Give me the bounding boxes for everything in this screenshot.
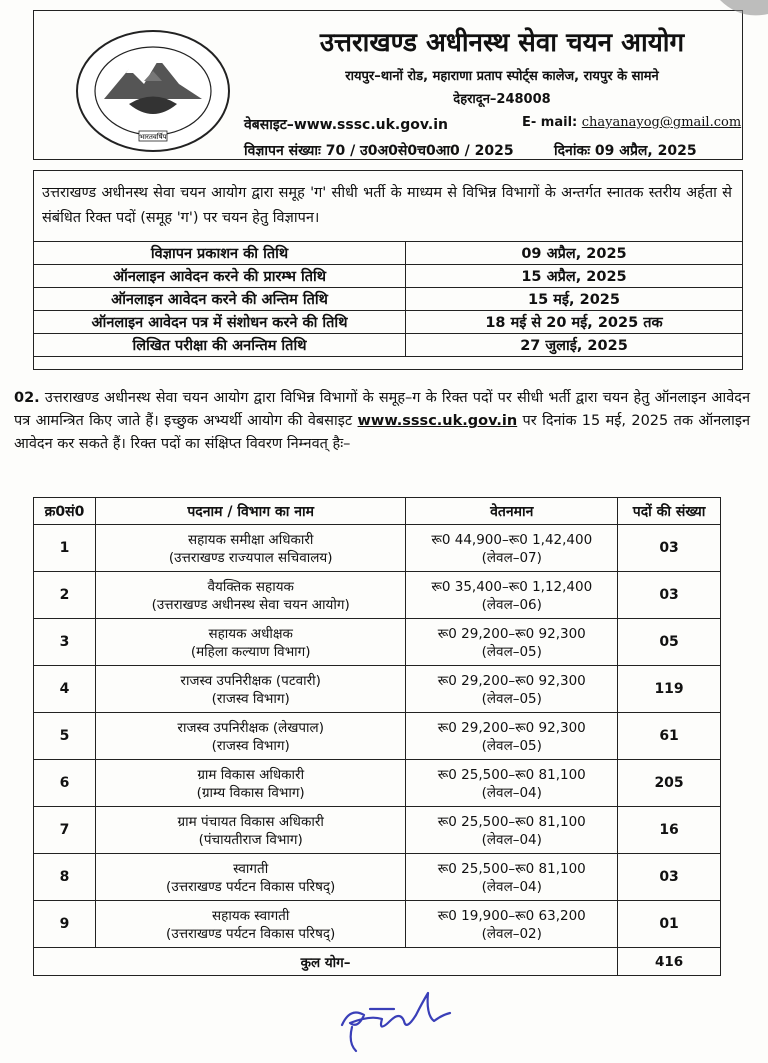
date-row bbox=[34, 334, 743, 357]
department-name: (उत्तराखण्ड राज्यपाल सचिवालय) bbox=[168, 550, 333, 566]
table-row bbox=[34, 619, 721, 666]
post-count: 16 bbox=[659, 822, 679, 838]
pay-level: (लेवल–05) bbox=[481, 738, 542, 754]
cell-post-dept bbox=[95, 854, 405, 901]
cell-serial bbox=[34, 619, 96, 666]
pay-range: रू0 29,200–रू0 92,300 bbox=[437, 673, 586, 689]
pay-range: रू0 44,900–रू0 1,42,400 bbox=[431, 532, 593, 548]
total-value: 416 bbox=[618, 948, 721, 976]
table-row bbox=[34, 760, 721, 807]
pay-range: रू0 19,900–रू0 63,200 bbox=[437, 908, 586, 924]
cell-post-count bbox=[618, 807, 721, 854]
email-link[interactable]: chayanayog@gmail.com bbox=[581, 115, 742, 130]
serial-number: 3 bbox=[59, 634, 70, 650]
date-label: विज्ञापन प्रकाशन की तिथि bbox=[34, 242, 406, 265]
date-row bbox=[34, 288, 743, 311]
pay-level: (लेवल–06) bbox=[481, 597, 542, 613]
intro-box bbox=[33, 170, 743, 370]
post-name: सहायक स्वागती bbox=[212, 908, 290, 924]
table-row bbox=[34, 525, 721, 572]
cell-post-dept bbox=[95, 807, 405, 854]
serial-number: 9 bbox=[59, 916, 70, 932]
post-count: 119 bbox=[654, 681, 684, 697]
paragraph-number: 02. bbox=[14, 390, 40, 406]
cell-post-count bbox=[618, 666, 721, 713]
pay-level: (लेवल–04) bbox=[481, 832, 542, 848]
paragraph-website-link[interactable]: www.sssc.uk.gov.in bbox=[357, 413, 518, 429]
cell-serial bbox=[34, 901, 96, 948]
department-name: (राजस्व विभाग) bbox=[211, 691, 290, 707]
important-dates-table bbox=[33, 241, 743, 357]
pay-range: रू0 29,200–रू0 92,300 bbox=[437, 720, 586, 736]
cell-post-dept bbox=[95, 572, 405, 619]
advertisement-number: विज्ञापन संख्याः 70 / उ0अ0से0च0आ0 / 2025 bbox=[244, 143, 514, 159]
header-serial: क्र0सं0 bbox=[34, 498, 96, 525]
pay-level: (लेवल–07) bbox=[481, 550, 542, 566]
post-name: राजस्व उपनिरीक्षक (पटवारी) bbox=[180, 673, 321, 689]
pay-range: रू0 29,200–रू0 92,300 bbox=[437, 626, 586, 642]
handwritten-signature bbox=[330, 985, 470, 1055]
intro-text: उत्तराखण्ड अधीनस्थ सेवा चयन आयोग द्वारा समूह 'ग' सीधी भर्ती के माध्यम से विभिन्न विभागों के अन्तर्गत स्नातक स्तरीय अर्हता से संबंधित रिक्त पदों (समूह 'ग') पर चयन हेतु विज्ञापन। bbox=[42, 185, 732, 226]
table-header-row bbox=[34, 498, 721, 525]
header-post-count: पदों की संख्या bbox=[618, 498, 721, 525]
date-row bbox=[34, 311, 743, 334]
post-name: सहायक समीक्षा अधिकारी bbox=[187, 532, 314, 548]
date-value: 18 मई से 20 मई, 2025 तक bbox=[406, 311, 743, 334]
paragraph-02 bbox=[14, 387, 750, 456]
cell-serial bbox=[34, 713, 96, 760]
post-name: वैयक्तिक सहायक bbox=[207, 579, 294, 595]
serial-number: 1 bbox=[59, 540, 70, 556]
cell-post-dept bbox=[95, 901, 405, 948]
date-label: ऑनलाइन आवेदन करने की प्रारम्भ तिथि bbox=[34, 265, 406, 288]
cell-post-count bbox=[618, 619, 721, 666]
department-name: (उत्तराखण्ड अधीनस्थ सेवा चयन आयोग) bbox=[151, 597, 350, 613]
logo-caption: भारतवर्षिप bbox=[139, 133, 167, 141]
table-row bbox=[34, 713, 721, 760]
pay-range: रू0 25,500–रू0 81,100 bbox=[437, 814, 586, 830]
website-link[interactable]: www.sssc.uk.gov.in bbox=[293, 117, 448, 133]
cell-post-count bbox=[618, 854, 721, 901]
post-count: 61 bbox=[659, 728, 679, 744]
email-line bbox=[522, 115, 741, 130]
org-city: देहरादून–248008 bbox=[453, 92, 551, 107]
date-value: 09 अप्रैल, 2025 bbox=[406, 242, 743, 265]
date-row bbox=[34, 242, 743, 265]
pay-level: (लेवल–02) bbox=[481, 926, 542, 942]
total-label: कुल योग– bbox=[34, 948, 618, 976]
email-label: E- mail: bbox=[522, 115, 578, 130]
serial-number: 4 bbox=[59, 681, 70, 697]
website-line bbox=[244, 115, 448, 134]
table-row bbox=[34, 807, 721, 854]
department-name: (पंचायतीराज विभाग) bbox=[198, 832, 303, 848]
date-value: 15 अप्रैल, 2025 bbox=[406, 265, 743, 288]
cell-pay-scale bbox=[406, 619, 618, 666]
post-name: सहायक अधीक्षक bbox=[208, 626, 293, 642]
date-value: 15 मई, 2025 bbox=[406, 288, 743, 311]
cell-serial bbox=[34, 525, 96, 572]
cell-pay-scale bbox=[406, 666, 618, 713]
cell-post-dept bbox=[95, 666, 405, 713]
pay-range: रू0 25,500–रू0 81,100 bbox=[437, 861, 586, 877]
cell-serial bbox=[34, 572, 96, 619]
cell-post-count bbox=[618, 760, 721, 807]
pay-level: (लेवल–04) bbox=[481, 785, 542, 801]
website-label: वेबसाइट– bbox=[244, 117, 294, 133]
department-name: (राजस्व विभाग) bbox=[211, 738, 290, 754]
header-post-dept: पदनाम / विभाग का नाम bbox=[95, 498, 405, 525]
post-count: 01 bbox=[659, 916, 679, 932]
total-row bbox=[34, 948, 721, 976]
date-label: ऑनलाइन आवेदन पत्र में संशोधन करने की तिथि bbox=[34, 311, 406, 334]
cell-pay-scale bbox=[406, 760, 618, 807]
cell-pay-scale bbox=[406, 572, 618, 619]
post-count: 03 bbox=[659, 587, 679, 603]
cell-pay-scale bbox=[406, 901, 618, 948]
vacancy-table-body bbox=[34, 525, 721, 948]
cell-pay-scale bbox=[406, 525, 618, 572]
table-row bbox=[34, 901, 721, 948]
date-row bbox=[34, 265, 743, 288]
cell-post-dept bbox=[95, 760, 405, 807]
department-name: (उत्तराखण्ड पर्यटन विकास परिषद्) bbox=[166, 926, 336, 942]
corner-shadow-decoration bbox=[700, 0, 768, 26]
org-name: उत्तराखण्ड अधीनस्थ सेवा चयन आयोग bbox=[319, 28, 685, 58]
cell-serial bbox=[34, 666, 96, 713]
pay-level: (लेवल–05) bbox=[481, 691, 542, 707]
header-box bbox=[33, 10, 743, 160]
cell-pay-scale bbox=[406, 713, 618, 760]
post-count: 03 bbox=[659, 869, 679, 885]
table-row bbox=[34, 666, 721, 713]
vacancy-table bbox=[33, 497, 721, 976]
pay-level: (लेवल–05) bbox=[481, 644, 542, 660]
serial-number: 2 bbox=[59, 587, 70, 603]
serial-number: 8 bbox=[59, 869, 70, 885]
cell-pay-scale bbox=[406, 854, 618, 901]
paragraph-text-after: पर दिनांक 15 मई, 2025 तक ऑनलाइन आवेदन कर सकते हैं। रिक्त पदों का संक्षिप्त विवरण निम्नवत् हैः– bbox=[14, 413, 750, 452]
cell-serial bbox=[34, 807, 96, 854]
cell-post-count bbox=[618, 901, 721, 948]
post-name: ग्राम पंचायत विकास अधिकारी bbox=[177, 814, 324, 830]
cell-post-count bbox=[618, 572, 721, 619]
cell-serial bbox=[34, 760, 96, 807]
cell-pay-scale bbox=[406, 807, 618, 854]
department-name: (महिला कल्याण विभाग) bbox=[190, 644, 311, 660]
cell-post-count bbox=[618, 525, 721, 572]
serial-number: 6 bbox=[59, 775, 70, 791]
post-name: स्वागती bbox=[233, 861, 269, 877]
paragraph-text-before: उत्तराखण्ड अधीनस्थ सेवा चयन आयोग द्वारा विभिन्न विभागों के समूह–ग के रिक्त पदों पर सीधी भर्ती द्वारा चयन हेतु ऑनलाइन आवेदन पत्र आमन्त्रित किए जाते हैं। इच्छुक अभ्यर्थी आयोग की वेबसाइट bbox=[14, 390, 750, 429]
advertisement-date: दिनांकः 09 अप्रैल, 2025 bbox=[554, 143, 697, 159]
post-name: ग्राम विकास अधिकारी bbox=[197, 767, 305, 783]
post-name: राजस्व उपनिरीक्षक (लेखपाल) bbox=[177, 720, 324, 736]
pay-range: रू0 35,400–रू0 1,12,400 bbox=[431, 579, 593, 595]
header-pay-scale: वेतनमान bbox=[406, 498, 618, 525]
cell-post-count bbox=[618, 713, 721, 760]
serial-number: 7 bbox=[59, 822, 70, 838]
cell-post-dept bbox=[95, 525, 405, 572]
date-label: लिखित परीक्षा की अनन्तिम तिथि bbox=[34, 334, 406, 357]
post-count: 205 bbox=[654, 775, 684, 791]
department-name: (उत्तराखण्ड पर्यटन विकास परिषद्) bbox=[166, 879, 336, 895]
table-row bbox=[34, 854, 721, 901]
cell-serial bbox=[34, 854, 96, 901]
department-name: (ग्राम्य विकास विभाग) bbox=[196, 785, 305, 801]
pay-range: रू0 25,500–रू0 81,100 bbox=[437, 767, 586, 783]
commission-logo-emblem bbox=[74, 29, 232, 154]
post-count: 05 bbox=[659, 634, 679, 650]
pay-level: (लेवल–04) bbox=[481, 879, 542, 895]
date-label: ऑनलाइन आवेदन करने की अन्तिम तिथि bbox=[34, 288, 406, 311]
org-address: रायपुर–थानों रोड, महाराणा प्रताप स्पोर्ट्स कालेज, रायपुर के सामने bbox=[345, 69, 659, 84]
date-value: 27 जुलाई, 2025 bbox=[406, 334, 743, 357]
post-count: 03 bbox=[659, 540, 679, 556]
serial-number: 5 bbox=[59, 728, 70, 744]
table-row bbox=[34, 572, 721, 619]
cell-post-dept bbox=[95, 619, 405, 666]
cell-post-dept bbox=[95, 713, 405, 760]
